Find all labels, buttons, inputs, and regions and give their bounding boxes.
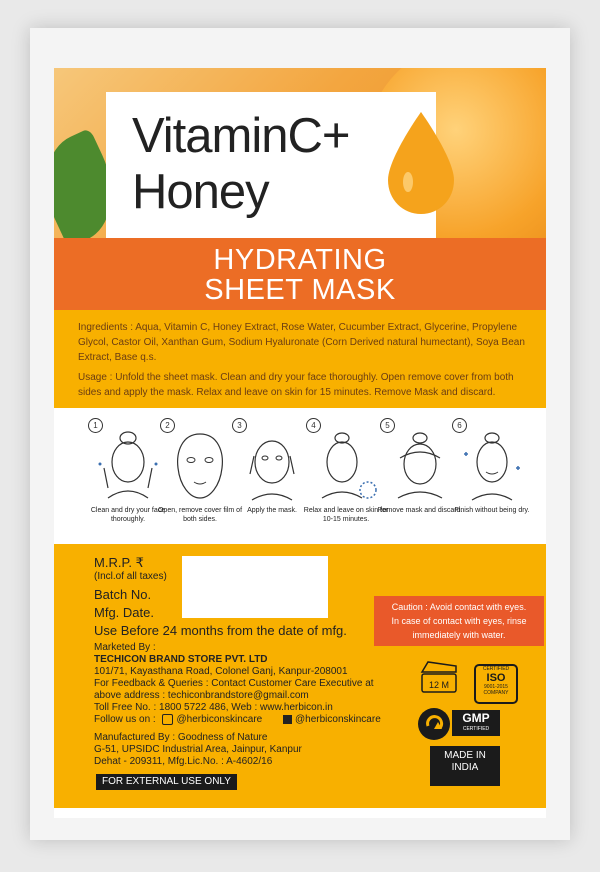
- price-sticker-area: [182, 556, 328, 618]
- product-name-line2: SHEET MASK: [204, 274, 396, 306]
- step-caption: Relax and leave on skin for 10-15 minutes.: [303, 507, 389, 523]
- step-caption: Apply the mask.: [247, 507, 297, 514]
- wash-face-icon: [94, 428, 162, 504]
- manufacturer-address1: G-51, UPSIDC Industrial Area, Jainpur, Kanpur: [94, 744, 302, 755]
- made-in-india-badge: MADE IN INDIA: [430, 746, 500, 786]
- step-caption: Remove mask and discard.: [377, 507, 463, 514]
- label-panel: [54, 68, 546, 818]
- ingredients-text: Ingredients : Aqua, Vitamin C, Honey Extract, Rose Water, Cucumber Extract, Glycerine, Propylene Glycol, Castor Oil, Xanthan Gum, Sodium Hyaluronate (Corn Derived natural humectant), Soya Bean Extract, Base q.s.: [78, 322, 525, 363]
- step-number: 4: [306, 418, 321, 433]
- gmp-badge: GMP CERTIFIED: [452, 710, 500, 736]
- product-name-line1: HYDRATING: [213, 244, 387, 276]
- step-6: [452, 418, 532, 538]
- manufacturer-address2: Dehat - 209311, Mfg.Lic.No. : A-4602/16: [94, 756, 273, 767]
- step-5: [377, 418, 463, 538]
- apply-mask-icon: [238, 428, 306, 504]
- step-caption: Finish without being dry.: [454, 507, 530, 514]
- marketer-address: 101/71, Kayasthana Road, Colonel Ganj, Kanpur-208001: [94, 666, 348, 677]
- batch-label: Batch No.: [94, 587, 152, 602]
- honey-drop-icon: [380, 108, 462, 218]
- instagram-icon: [162, 714, 173, 725]
- caution-box: [374, 596, 544, 646]
- info-section: [54, 310, 546, 408]
- step-2: [157, 418, 243, 538]
- facebook-icon: [283, 715, 292, 724]
- step-number: 6: [452, 418, 467, 433]
- use-before-text: Use Before 24 months from the date of mfg.: [94, 623, 347, 638]
- caution-line1: Caution : Avoid contact with eyes.: [391, 602, 527, 612]
- usage-steps: [54, 408, 546, 544]
- phone-web-text: Toll Free No. : 1800 5722 486, Web : www.herbicon.in: [94, 702, 333, 713]
- recycle-icon: [418, 708, 450, 740]
- product-band: [54, 238, 546, 310]
- sheet-mask-icon: [166, 428, 234, 504]
- feedback-text: For Feedback & Queries : Contact Customer Care Executive at: [94, 678, 374, 689]
- relax-timer-icon: [312, 428, 380, 504]
- bottom-section: [54, 544, 546, 808]
- glowing-face-icon: [458, 428, 526, 504]
- mfg-date-label: Mfg. Date.: [94, 605, 154, 620]
- caution-line2: In case of contact with eyes, rinse: [391, 616, 527, 626]
- pao-label: 12 M: [428, 680, 450, 690]
- mrp-note: (Incl.of all taxes): [94, 571, 167, 582]
- caution-line3: immediately with water.: [412, 630, 506, 640]
- brand-title-line1: VitaminC+: [132, 109, 350, 163]
- external-use-badge: FOR EXTERNAL USE ONLY: [96, 774, 237, 790]
- step-number: 3: [232, 418, 247, 433]
- usage-text: Usage : Unfold the sheet mask. Clean and dry your face thoroughly. Open remove cover from both sides and apply the mask. Relax and leave on skin for 15 minutes. Remove Mask and discard.: [78, 372, 514, 398]
- email-text: above address : techiconbrandstore@gmail.com: [94, 690, 309, 701]
- step-3: [232, 418, 312, 538]
- social-row: [94, 714, 381, 726]
- mrp-label: M.R.P. ₹: [94, 555, 144, 570]
- marketer-name: TECHICON BRAND STORE PVT. LTD: [94, 654, 268, 665]
- step-number: 5: [380, 418, 395, 433]
- jar-pao-icon: [418, 660, 460, 694]
- marketed-by-label: Marketed By :: [94, 642, 156, 653]
- brand-title-line2: Honey: [132, 165, 269, 219]
- remove-mask-icon: [386, 428, 454, 504]
- instagram-handle[interactable]: @herbiconskincare: [176, 714, 263, 726]
- manufactured-by-text: Manufactured By : Goodness of Nature: [94, 732, 268, 743]
- step-caption: Clean and dry your face thoroughly.: [90, 507, 166, 523]
- step-caption: Open, remove cover film of both sides.: [157, 507, 243, 523]
- step-4: [303, 418, 389, 538]
- iso-badge: CERTIFIED ISO 9001-2015 COMPANY: [474, 664, 518, 704]
- step-number: 2: [160, 418, 175, 433]
- facebook-handle[interactable]: @herbiconskincare: [295, 714, 381, 726]
- step-number: 1: [88, 418, 103, 433]
- follow-label: Follow us on :: [94, 714, 156, 726]
